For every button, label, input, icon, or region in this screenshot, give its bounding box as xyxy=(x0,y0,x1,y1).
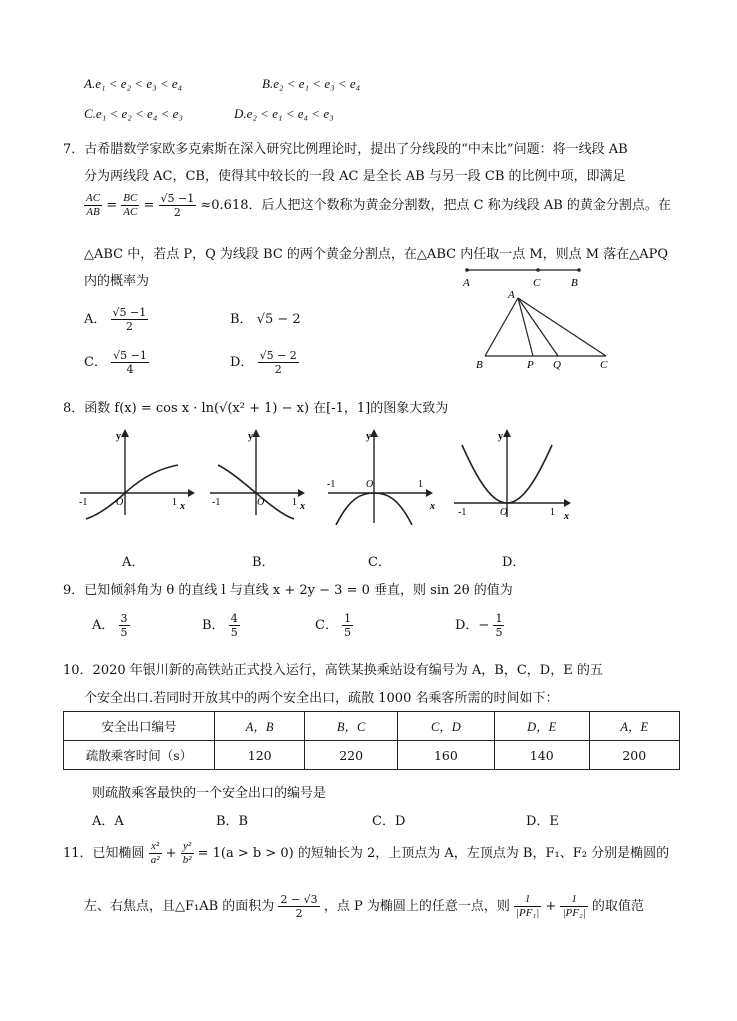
q9-option-c: C． $\frac{1}{5}$ xyxy=(315,612,352,639)
svg-text:-1: -1 xyxy=(327,479,336,490)
table-cell: 疏散乘客时间（s） xyxy=(64,741,215,770)
q7-line5: 内的概率为 xyxy=(84,274,150,289)
curve-a xyxy=(86,465,178,519)
q9-stem: 9．已知倾斜角为 θ 的直线 l 与直线 x + 2y − 3 = 0 垂直，则 sin 2θ 的值为 xyxy=(63,583,513,598)
q8-stem: 8．函数 f(x) = cos x · ln(√(x² + 1) − x) 在[-1，1]的图象大致为 xyxy=(63,401,449,416)
q9-option-b: B． $\frac{4}{5}$ xyxy=(202,612,238,639)
label-b: B xyxy=(571,277,578,289)
label-q: Q xyxy=(553,359,561,371)
svg-text:O: O xyxy=(116,497,124,508)
label-a: A xyxy=(508,289,515,301)
svg-text:1: 1 xyxy=(550,507,555,518)
q10-option-d: D．E xyxy=(526,814,559,829)
q7-option-b: B． √5 − 2 xyxy=(230,312,301,327)
svg-text:y: y xyxy=(116,431,121,442)
table-cell: 220 xyxy=(305,741,398,770)
svg-text:-1: -1 xyxy=(79,497,88,508)
q8-graph-a xyxy=(78,425,198,520)
q7-line4: △ABC 中，若点 P，Q 为线段 BC 的两个黄金分割点，在△ABC 内任取一点 M，则点 M 落在△APQ xyxy=(84,247,669,262)
q10-table xyxy=(63,711,680,770)
q7-frac-bc-ac: $\frac{BC}{AC}$ xyxy=(123,192,138,218)
q7-option-c: C． $\frac{√5 -1}{4}$ xyxy=(84,349,147,376)
table-header-cell: A，E xyxy=(589,712,679,741)
q7-frac-ac-ab: $\frac{AC}{AB}$ xyxy=(86,192,101,218)
table-cell: 160 xyxy=(397,741,494,770)
svg-text:1: 1 xyxy=(418,479,423,490)
label-a: A xyxy=(463,277,470,289)
table-header-cell: A，B xyxy=(215,712,305,741)
q8-option-b: B． xyxy=(252,555,275,570)
table-header-cell: B，C xyxy=(305,712,398,741)
svg-text:x: x xyxy=(564,511,569,520)
q6-option-c: C.e₁ < e₂ < e₄ < e₃ xyxy=(84,106,183,121)
svg-text:x: x xyxy=(180,501,185,512)
q7-line1: 7．古希腊数学家欧多克索斯在深入研究比例理论时，提出了分线段的“中末比”问题：将一线段 AB xyxy=(63,142,628,157)
label-b: B xyxy=(476,359,483,371)
q10-option-a: A．A xyxy=(92,814,124,829)
q7-line2: 分为两线段 AC，CB，使得其中较长的一段 AC 是全长 AB 与另一段 CB 的比例中项，即满足 xyxy=(84,169,626,184)
q10-option-b: B．B xyxy=(216,814,249,829)
q7-frac-golden: $\frac{√5 -1}{2}$ xyxy=(160,192,195,219)
q7-triangle-figure xyxy=(470,286,620,374)
table-header-cell: D，E xyxy=(494,712,589,741)
q6-option-b: B.e₂ < e₁ < e₃ < e₄ xyxy=(262,76,361,91)
svg-text:y: y xyxy=(498,431,503,442)
svg-text:1: 1 xyxy=(172,497,177,508)
svg-text:-1: -1 xyxy=(212,497,221,508)
q9-option-a: A． $\frac{3}{5}$ xyxy=(92,612,128,639)
label-c: C xyxy=(600,359,608,371)
table-cell: 120 xyxy=(215,741,305,770)
table-header-cell: C，D xyxy=(397,712,494,741)
svg-text:O: O xyxy=(500,507,508,518)
q10-option-c: C．D xyxy=(372,814,406,829)
q8-graph-b xyxy=(208,425,308,520)
label-c: C xyxy=(533,277,541,289)
q7-option-a: A． $\frac{√5 -1}{2}$ xyxy=(84,306,147,333)
table-header-cell: 安全出口编号 xyxy=(64,712,215,741)
q10-after-text: 则疏散乘客最快的一个安全出口的编号是 xyxy=(92,786,327,801)
table-header-row xyxy=(64,712,680,741)
q6-option-d: D.e₂ < e₁ < e₄ < e₃ xyxy=(234,106,334,121)
q7-option-d: D． $\frac{√5 - 2}{2}$ xyxy=(230,349,297,376)
svg-text:-1: -1 xyxy=(458,507,467,518)
svg-text:x: x xyxy=(300,501,305,512)
q8-option-c: C． xyxy=(368,555,391,570)
table-cell: 200 xyxy=(589,741,679,770)
q8-graph-c xyxy=(326,425,441,525)
q6-option-a: A.e₁ < e₂ < e₃ < e₄ xyxy=(84,76,183,91)
svg-text:O: O xyxy=(366,479,374,490)
svg-text:x: x xyxy=(430,501,435,512)
table-cell: 140 xyxy=(494,741,589,770)
table-row xyxy=(64,741,680,770)
q9-option-d: D．− $\frac{1}{5}$ xyxy=(455,612,503,639)
svg-text:O: O xyxy=(257,497,265,508)
svg-text:1: 1 xyxy=(292,497,297,508)
q11-line2: 左、右焦点，且△F₁AB 的面积为 $\frac{2 - √3}{2}$ ，点 P 为椭圆上的任意一点，则 $\frac{1}{\text{|PF₁|}}$ + $\frac{1}{\text{|PF₂|}}$ 的取值范 xyxy=(84,893,644,920)
segment-aq xyxy=(518,298,558,356)
q8-option-d: D． xyxy=(502,555,526,570)
q8-option-a: A． xyxy=(122,555,145,570)
q7-line3: $\frac{AC}{AB}$ = $\frac{BC}{AC}$ = $\frac{√5 -1}{2}$ ≈0.618．后人把这个数称为黄金分割数，把点 C 称为线段 AB 的黄金分割点。在 xyxy=(86,192,671,219)
svg-text:y: y xyxy=(248,431,253,442)
q10-line1: 10．2020 年银川新的高铁站正式投入运行，高铁某换乘站设有编号为 A，B，C，D，E 的五 xyxy=(63,663,603,678)
q8-graph-d xyxy=(452,425,577,520)
q11-line1: 11．已知椭圆 $\frac{\text{x²}}{\text{a²}}$ + $\frac{\text{y²}}{\text{b²}}$ = 1(a > b > 0) 的短轴长为 2，上顶点为 A，左顶点为 B，F₁、F₂ 分别是椭圆的 xyxy=(63,840,670,866)
q10-line2: 个安全出口.若同时开放其中的两个安全出口，疏散 1000 名乘客所需的时间如下： xyxy=(84,691,559,706)
svg-text:y: y xyxy=(366,431,371,442)
label-p: P xyxy=(527,359,534,371)
